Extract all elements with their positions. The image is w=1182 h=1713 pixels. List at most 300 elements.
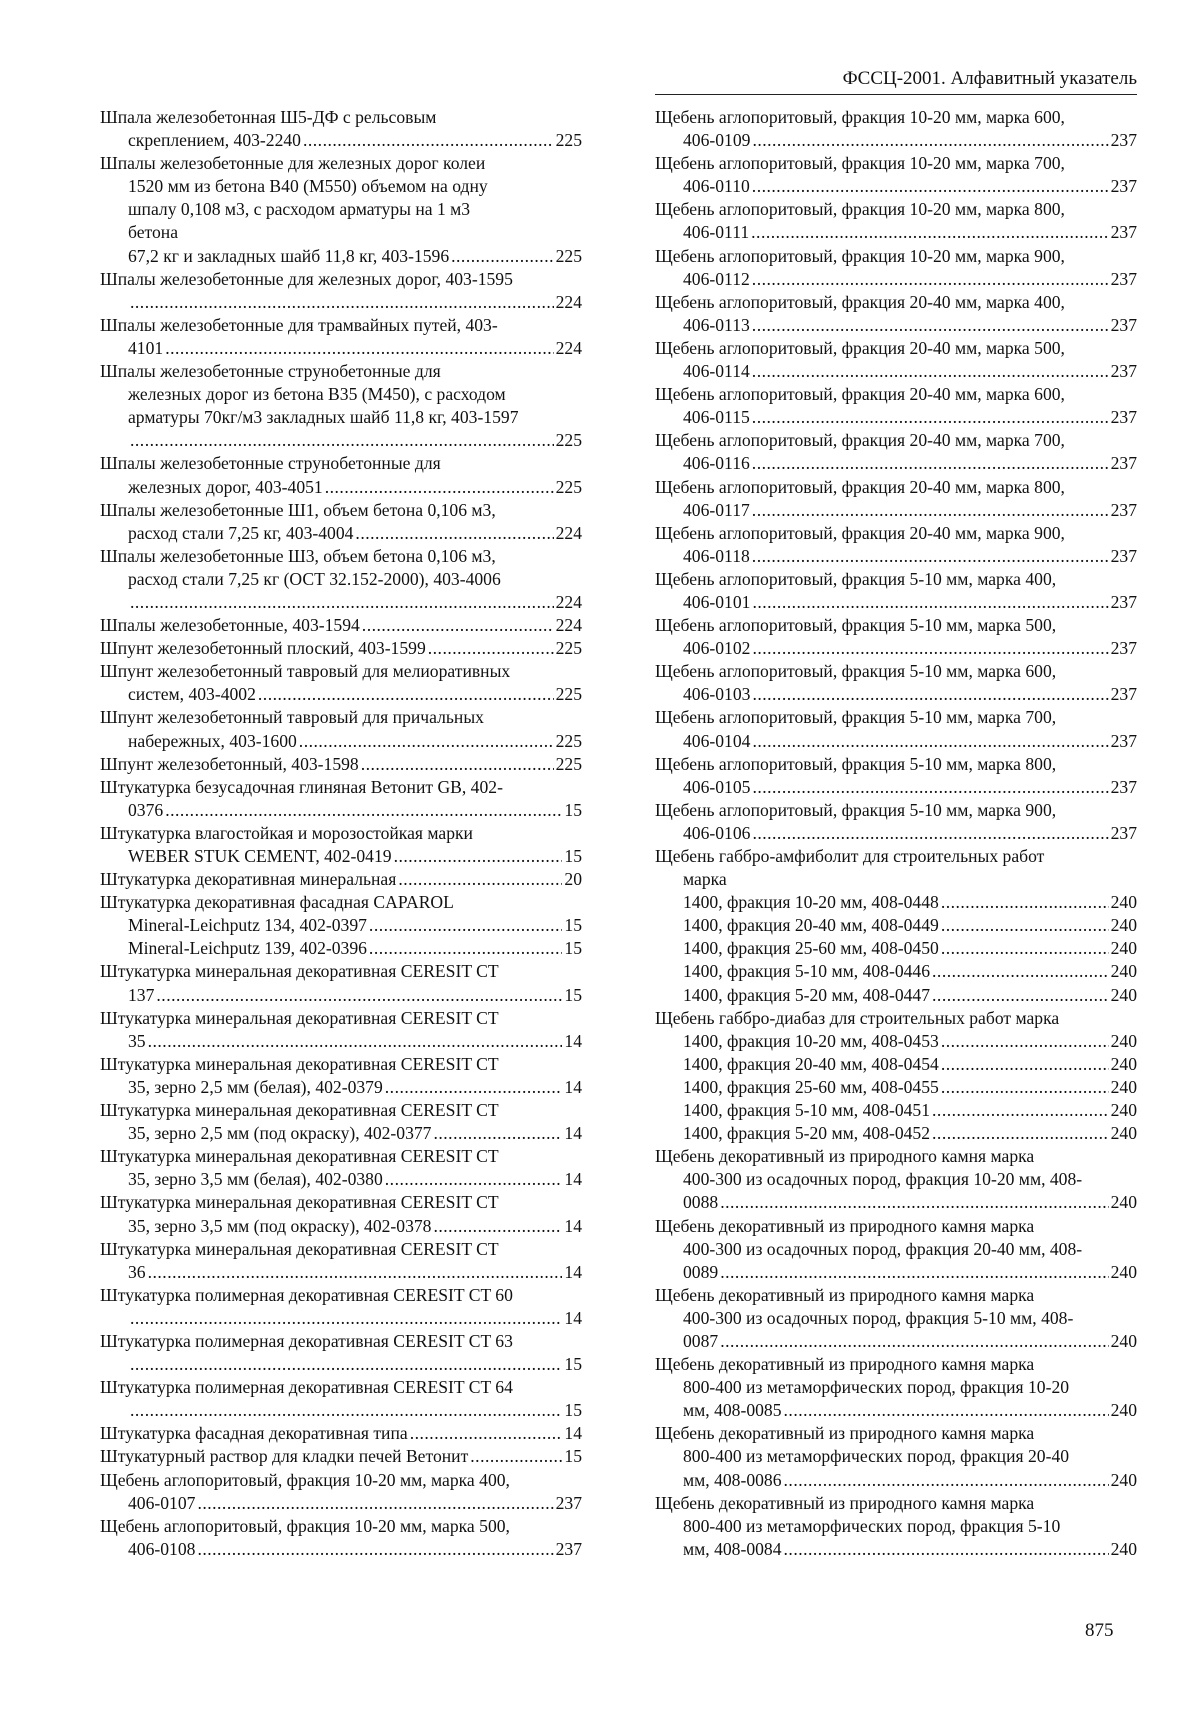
dot-leader [752,545,1109,568]
index-entry [100,1445,582,1468]
dot-leader [130,1353,562,1376]
entry-line [655,776,1137,799]
index-entry [655,106,1137,152]
entry-text: 1400, фракция 5-10 мм, 408-0451 [683,1100,931,1121]
entry-line [100,568,582,591]
entry-line [655,1515,1137,1538]
entry-text: Штукатурка фасадная декоративная типа [100,1423,408,1444]
dot-leader [197,1492,553,1515]
index-entry [655,568,1137,614]
entry-text: мм, 408-0085 [683,1400,782,1421]
index-entry [655,1422,1137,1491]
page-ref: 237 [1110,730,1137,751]
entry-text: Щебень декоративный из природного камня марка [655,1284,1035,1305]
entry-text: 1400, фракция 5-20 мм, 408-0452 [683,1123,931,1144]
dot-leader [752,683,1108,706]
index-entry [100,706,582,752]
entry-text: 1400, фракция 20-40 мм, 408-0449 [683,915,939,936]
entry-line [655,822,1137,845]
entry-text: 406-0105 [683,776,751,797]
page-ref: 225 [555,684,582,705]
entry-text: Щебень аглопоритовый, фракция 20-40 мм, марка 500, [655,337,1065,358]
entry-line [100,891,582,914]
entry-text: 35, зерно 3,5 мм (белая), 402-0380 [128,1169,383,1190]
entry-text: Шпалы железобетонные Ш3, объем бетона 0,106 м3, [100,545,496,566]
entry-line [655,383,1137,406]
index-entry [100,1330,582,1376]
entry-line [100,1238,582,1261]
entry-line [100,1007,582,1030]
entry-text: 406-0113 [683,314,750,335]
entry-line [100,268,582,291]
dot-leader [197,1538,553,1561]
entry-text: Штукатурка полимерная декоративная CERESIT CT 63 [100,1330,513,1351]
index-entry [100,776,582,822]
page-ref: 240 [1110,1100,1137,1121]
entry-line [100,683,582,706]
index-entry [100,1515,582,1561]
entry-line [100,1353,582,1376]
entry-text: Штукатурка полимерная декоративная CERESIT CT 60 [100,1284,513,1305]
entry-text: 4101 [128,337,164,358]
entry-text: 406-0118 [683,545,750,566]
entry-line [655,1307,1137,1330]
entry-line [100,960,582,983]
entry-line [655,591,1137,614]
dot-leader [385,1076,563,1099]
index-entry [655,960,1137,983]
index-entry [100,1099,582,1145]
index-entry [100,868,582,891]
dot-leader [752,129,1108,152]
entry-text: Штукатурка минеральная декоративная CERESIT CT [100,1007,499,1028]
dot-leader [130,591,554,614]
index-entry [100,499,582,545]
page-ref: 20 [564,869,582,890]
index-entry [100,960,582,1006]
page-ref: 224 [555,337,582,358]
running-header: ФССЦ-2001. Алфавитный указатель [655,68,1137,95]
dot-leader [130,429,554,452]
index-entry [100,360,582,452]
entry-line [100,314,582,337]
entry-line [655,706,1137,729]
entry-text: Шпалы железобетонные Ш1, объем бетона 0,106 м3, [100,499,496,520]
entry-line [100,730,582,753]
entry-line [655,1168,1137,1191]
entry-line [100,1261,582,1284]
entry-text: Штукатурка минеральная декоративная CERESIT CT [100,1100,499,1121]
dot-leader [752,452,1109,475]
entry-line [655,960,1137,983]
entry-line [100,221,582,244]
entry-text: 1400, фракция 25-60 мм, 408-0455 [683,1076,939,1097]
dot-leader [303,129,554,152]
index-column-right [655,106,1137,1561]
page-ref: 15 [564,1400,582,1421]
page-ref: 237 [1110,268,1137,289]
entry-line [100,706,582,729]
entry-text: 137 [128,984,155,1005]
index-entry [655,1030,1137,1053]
entry-line [655,1215,1137,1238]
entry-line [100,1145,582,1168]
entry-line [655,660,1137,683]
index-entry [655,914,1137,937]
entry-line [655,1469,1137,1492]
entry-line [100,984,582,1007]
page-ref: 14 [564,1307,582,1328]
dot-leader [752,637,1108,660]
entry-line [100,753,582,776]
entry-text: 406-0106 [683,822,751,843]
entry-line [655,845,1137,868]
dot-leader [258,683,554,706]
entry-line [100,1191,582,1214]
entry-text: Шпала железобетонная Ш5-ДФ с рельсовым [100,107,437,127]
dot-leader [752,314,1109,337]
entry-line [100,1284,582,1307]
entry-line [100,1168,582,1191]
entry-line [655,545,1137,568]
index-entry [655,245,1137,291]
page-ref: 237 [1110,591,1137,612]
entry-line [100,383,582,406]
page-ref: 237 [1110,822,1137,843]
entry-line [655,1053,1137,1076]
page-ref: 240 [1110,1192,1137,1213]
page-ref: 224 [555,291,582,312]
entry-text: 1400, фракция 10-20 мм, 408-0448 [683,892,939,913]
entry-text: Щебень габбро-амфиболит для строительных работ [655,846,1045,866]
page-ref: 240 [1110,1261,1137,1282]
entry-line [655,1191,1137,1214]
entry-text: 35, зерно 3,5 мм (под окраску), 402-0378 [128,1215,432,1236]
entry-text: арматуры 70кг/м3 закладных шайб 11,8 кг, 403-1597 [128,407,519,428]
entry-text: 400-300 из осадочных пород, фракция 10-20 мм, 408- [683,1169,1083,1190]
page-ref: 15 [564,799,582,820]
dot-leader [394,845,563,868]
page-ref: 15 [564,915,582,936]
index-entry [655,1353,1137,1422]
dot-leader [932,1099,1109,1122]
page-ref: 225 [555,730,582,751]
index-entry [655,937,1137,960]
page-ref: 237 [1110,776,1137,797]
page-ref: 240 [1110,984,1137,1005]
entry-line [100,452,582,475]
entry-text: Щебень аглопоритовый, фракция 20-40 мм, марка 700, [655,430,1065,451]
index-entry [100,545,582,614]
entry-text: Шпунт железобетонный тавровый для мелиоративных [100,661,511,682]
page-ref: 240 [1110,1330,1137,1351]
dot-leader [784,1469,1109,1492]
dot-leader [156,984,562,1007]
entry-text: мм, 408-0084 [683,1538,782,1559]
page-ref: 240 [1110,1053,1137,1074]
dot-leader [385,1168,563,1191]
dot-leader [752,268,1109,291]
entry-line [655,683,1137,706]
index-entry [655,476,1137,522]
page-ref: 14 [564,1215,582,1236]
page-ref: 15 [564,1354,582,1375]
page-ref: 240 [1110,938,1137,959]
dot-leader [752,360,1109,383]
entry-line [655,1238,1137,1261]
index-entry [100,891,582,914]
entry-line [655,614,1137,637]
entry-line [100,1422,582,1445]
dot-leader [369,937,562,960]
page-ref: 240 [1110,1030,1137,1051]
page-ref: 14 [564,1123,582,1144]
entry-text: Щебень аглопоритовый, фракция 10-20 мм, марка 600, [655,107,1065,127]
entry-text: 406-0108 [128,1538,196,1559]
entry-text: Штукатурка декоративная минеральная [100,869,397,890]
page-ref: 237 [1110,130,1137,151]
entry-text: железных дорог из бетона В35 (М450), с расходом [128,384,506,405]
dot-leader [428,637,554,660]
entry-line [655,1122,1137,1145]
entry-line [100,591,582,614]
entry-text: марка [683,869,727,890]
entry-text: железных дорог, 403-4051 [128,476,323,497]
entry-text: 800-400 из метаморфических пород, фракция 10-20 [683,1377,1070,1398]
index-entry [100,1145,582,1191]
entry-line [655,1492,1137,1515]
dot-leader [932,984,1109,1007]
entry-text: 0088 [683,1192,719,1213]
entry-text: 0089 [683,1261,719,1282]
index-entry [100,268,582,314]
index-entry [655,660,1137,706]
entry-text: Шпалы железобетонные, 403-1594 [100,615,360,636]
dot-leader [720,1261,1108,1284]
page-ref: 15 [564,846,582,866]
entry-text: Щебень аглопоритовый, фракция 10-20 мм, марка 800, [655,199,1065,220]
index-entry [100,452,582,498]
entry-line [100,1307,582,1330]
entry-line [655,360,1137,383]
dot-leader [325,476,554,499]
entry-line [655,452,1137,475]
entry-text: Щебень аглопоритовый, фракция 5-10 мм, марка 400, [655,568,1057,589]
page-ref: 225 [555,476,582,497]
entry-text: Штукатурка минеральная декоративная CERESIT CT [100,1146,499,1167]
entry-line [655,868,1137,891]
dot-leader [941,937,1109,960]
index-entry [100,1422,582,1445]
entry-text: Щебень аглопоритовый, фракция 20-40 мм, марка 600, [655,384,1065,405]
dot-leader [941,1030,1109,1053]
dot-leader [932,960,1109,983]
entry-line [100,637,582,660]
entry-line [655,1007,1137,1030]
dot-leader [165,799,562,822]
entry-line [100,1215,582,1238]
entry-text: Штукатурка полимерная декоративная CERESIT CT 64 [100,1377,513,1398]
index-entry [655,1215,1137,1284]
entry-text: Щебень аглопоритовый, фракция 10-20 мм, марка 400, [100,1469,510,1490]
index-entry [655,429,1137,475]
entry-text: Шпалы железобетонные для трамвайных путей, 403- [100,314,498,335]
index-entry [655,1122,1137,1145]
page-ref: 237 [1110,499,1137,520]
index-entry [655,1007,1137,1030]
entry-line [100,822,582,845]
entry-text: Щебень аглопоритовый, фракция 5-10 мм, марка 800, [655,753,1057,774]
index-entry [100,822,582,868]
dot-leader [130,1399,562,1422]
entry-text: Шпунт железобетонный тавровый для причальных [100,707,484,728]
entry-text: Шпалы железобетонные струнобетонные для [100,453,441,474]
entry-line [100,660,582,683]
dot-leader [751,221,1108,244]
page-ref: 15 [564,984,582,1005]
entry-line [655,1284,1137,1307]
entry-text: Штукатурка минеральная декоративная CERESIT CT [100,1238,499,1259]
page-ref: 14 [564,1169,582,1190]
entry-text: 1400, фракция 20-40 мм, 408-0454 [683,1053,939,1074]
entry-line [100,868,582,891]
entry-line [100,1030,582,1053]
entry-line [100,360,582,383]
entry-text: Щебень декоративный из природного камня марка [655,1354,1035,1375]
entry-text: Штукатурка безусадочная глиняная Ветонит GB, 402- [100,776,503,797]
entry-text: 406-0107 [128,1492,196,1513]
entry-line [655,1422,1137,1445]
dot-leader [165,337,553,360]
entry-line [100,776,582,799]
dot-leader [148,1030,563,1053]
entry-text: набережных, 403-1600 [128,730,297,751]
entry-line [100,175,582,198]
entry-line [100,522,582,545]
entry-line [655,1330,1137,1353]
index-entry [655,152,1137,198]
entry-text: Щебень аглопоритовый, фракция 10-20 мм, марка 700, [655,153,1065,174]
entry-text: Шпунт железобетонный, 403-1598 [100,753,359,774]
entry-text: бетона [128,222,179,243]
entry-line [655,1353,1137,1376]
entry-line [655,314,1137,337]
index-entry [655,522,1137,568]
entry-line [655,245,1137,268]
entry-line [100,545,582,568]
entry-text: 406-0104 [683,730,751,751]
index-entry [100,614,582,637]
dot-leader [752,499,1109,522]
entry-line [100,291,582,314]
index-entry [655,984,1137,1007]
dot-leader [752,406,1109,429]
dot-leader [470,1445,562,1468]
entry-text: 406-0101 [683,591,751,612]
entry-line [100,845,582,868]
dot-leader [720,1330,1108,1353]
entry-line [100,499,582,522]
entry-line [655,221,1137,244]
page-ref: 224 [555,591,582,612]
dot-leader [451,245,553,268]
entry-line [100,429,582,452]
entry-line [655,476,1137,499]
index-entry [655,1076,1137,1099]
entry-line [655,337,1137,360]
index-entry [100,1191,582,1237]
page-ref: 240 [1110,1076,1137,1097]
entry-text: 1400, фракция 5-20 мм, 408-0447 [683,984,931,1005]
index-entry [100,1238,582,1284]
entry-text: Щебень аглопоритовый, фракция 5-10 мм, марка 700, [655,707,1057,728]
entry-line [100,1099,582,1122]
entry-text: 67,2 кг и закладных шайб 11,8 кг, 403-1596 [128,245,450,266]
entry-line [655,1445,1137,1468]
index-entry [100,106,582,152]
entry-line [100,1492,582,1515]
dot-leader [299,730,554,753]
entry-line [100,799,582,822]
entry-line [100,337,582,360]
index-entry [655,1492,1137,1561]
entry-line [100,1122,582,1145]
entry-text: 0087 [683,1330,719,1351]
index-entry [655,1053,1137,1076]
index-entry [655,198,1137,244]
page-ref: 14 [564,1261,582,1282]
page-ref: 237 [1110,222,1137,243]
entry-line [655,753,1137,776]
index-entry [100,1284,582,1330]
entry-line [655,1399,1137,1422]
entry-text: Штукатурка минеральная декоративная CERESIT CT [100,1192,499,1213]
entry-line [655,152,1137,175]
entry-line [100,1330,582,1353]
page-ref: 237 [1110,361,1137,382]
entry-line [655,799,1137,822]
index-entry [655,845,1137,891]
index-entry [100,1469,582,1515]
dot-leader [784,1399,1109,1422]
dot-leader [941,1076,1109,1099]
entry-line [655,268,1137,291]
entry-text: Шпунт железобетонный плоский, 403-1599 [100,638,426,659]
entry-text: 0376 [128,799,164,820]
entry-line [100,1076,582,1099]
entry-text: систем, 403-4002 [128,684,256,705]
entry-line [655,175,1137,198]
page-ref: 237 [1110,545,1137,566]
dot-leader [752,591,1108,614]
entry-text: Штукатурка декоративная фасадная CAPAROL [100,892,454,913]
entry-line [655,522,1137,545]
entry-text: WEBER STUK CEMENT, 402-0419 [128,846,392,866]
index-entry [100,1007,582,1053]
page-ref: 237 [555,1492,582,1513]
entry-text: Щебень габбро-диабаз для строительных работ марка [655,1007,1060,1028]
page-ref: 15 [564,1446,582,1467]
page-ref: 237 [1110,176,1137,197]
entry-text: 400-300 из осадочных пород, фракция 20-40 мм, 408- [683,1238,1083,1259]
entry-text: 36 [128,1261,146,1282]
entry-line [655,1538,1137,1561]
page-ref: 237 [1110,407,1137,428]
dot-leader [720,1191,1108,1214]
entry-text: 406-0114 [683,361,750,382]
dot-leader [355,522,553,545]
dot-leader [941,1053,1109,1076]
